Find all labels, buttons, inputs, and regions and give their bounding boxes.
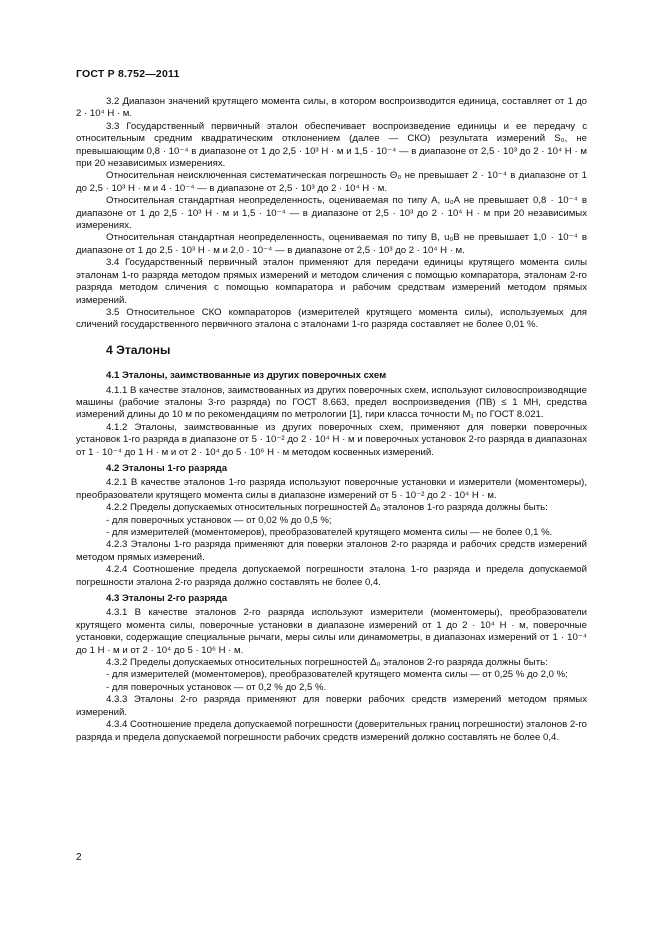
paragraph-uncertainty-a: Относительная стандартная неопределенность, оцениваемая по типу A, u₀A не превышает 0,8 · 10⁻⁴ в диапазоне от 1 до 2,5 · 10³ Н · м и 1,5 · 10⁻⁴ — в диапазоне от 2,5 · 10³ до 2 · 10⁴ Н · м при 20 независимых измерениях. xyxy=(76,195,587,232)
paragraph-4-2-1: 4.2.1 В качестве эталонов 1-го разряда используют поверочные установки и измерители (моментомеры), преобразователи крутящего момента силы в диапазоне измерений от 5 · 10⁻² до 2 · 10⁴ Н · м. xyxy=(76,477,587,501)
paragraph-4-2-2: 4.2.2 Пределы допускаемых относительных погрешностей Δ₀ эталонов 1-го разряда должны быть: xyxy=(106,502,548,514)
paragraph-systematic-error: Относительная неисключенная систематическая погрешность Θ₀ не превышает 2 · 10⁻⁴ в диапазоне от 1 до 2,5 · 10³ Н · м и 4 · 10⁻⁴ — в диапазоне от 2,5 · 10³ до 2 · 10⁴ Н · м. xyxy=(76,170,587,194)
paragraph-4-3-4: 4.3.4 Соотношение предела допускаемой погрешности (доверительных границ погрешности) эталонов 2-го разряда и предела допускаемой погрешности рабочих средств измерений должно составлять не более 0,4. xyxy=(76,719,587,743)
paragraph-4-3-3: 4.3.3 Эталоны 2-го разряда применяют для поверки рабочих средств измерений методом прямых измерений. xyxy=(76,694,587,718)
paragraph-4-2-3: 4.2.3 Эталоны 1-го разряда применяют для поверки эталонов 2-го разряда и рабочих средств измерений методом прямых измерений. xyxy=(76,539,587,563)
paragraph-3-3: 3.3 Государственный первичный эталон обеспечивает воспроизведение единицы и ее передачу с относительным средним квадратическим отклонением (далее — СКО) результата измерений S₀, не превышающим 0,8 · 10⁻⁴ в диапазоне от 1 до 2,5 · 10³ Н · м и 1,5 · 10⁻⁴ — в диапазоне от 2,5 · 10³ до 2 · 10⁴ Н · м при 20 независимых измерениях. xyxy=(76,120,587,170)
subsection-heading-4-3: 4.3 Эталоны 2-го разряда xyxy=(106,593,228,605)
list-item: - для поверочных установок — от 0,2 % до 2,5 %. xyxy=(106,681,327,693)
subsection-heading-4-2: 4.2 Эталоны 1-го разряда xyxy=(106,462,228,474)
list-item: - для поверочных установок — от 0,02 % до 0,5 %; xyxy=(106,514,332,526)
paragraph-3-4: 3.4 Государственный первичный эталон применяют для передачи единицы крутящего момента силы эталонам 1-го разряда методом прямых измерений и методом сличения с помощью компаратора, эталонам 2-го разряда методом сличения с помощью компаратора и рабочим средствам измерений методом прямых измерений. xyxy=(76,257,587,306)
paragraph-4-3-1: 4.3.1 В качестве эталонов 2-го разряда используют измерители (моментомеры), преобразователи крутящего момента силы, поверочные установки в диапазоне измерений от 1 до 2 · 10⁴ Н · м, поверочные установки, содержащие специальные рычаги, меры силы или динамометры, в диапазонах измерений от 1 · 10⁻⁴ до 1 Н · м и от 2 · 10⁴ до 5 · 10⁶ Н · м. xyxy=(76,607,587,656)
paragraph-4-1-2: 4.1.2 Эталоны, заимствованные из других поверочных схем, применяют для поверки поверочных установок 1-го разряда в диапазоне от 5 · 10⁻² до 2 · 10⁴ Н · м и поверочных установок 2-го разряда в диапазонах от 1 · 10⁻⁴ до 1 Н · м и от 2 · 10⁴ до 5 · 10⁶ Н · м методом косвенных измерений. xyxy=(76,421,587,458)
list-item: - для измерителей (моментомеров), преобразователей крутящего момента силы — не более 0,1 %. xyxy=(106,527,553,538)
paragraph-4-2-4: 4.2.4 Соотношение предела допускаемой погрешности эталона 1-го разряда и предела допускаемой погрешности эталона 2-го разряда должно составлять не более 0,4. xyxy=(76,564,587,588)
paragraph-4-3-2: 4.3.2 Пределы допускаемых относительных погрешностей Δ₀ эталонов 2-го разряда должны быть: xyxy=(106,657,548,669)
paragraph-3-2: 3.2 Диапазон значений крутящего момента силы, в котором воспроизводится единица, составляет от 1 до 2 · 10⁴ Н · м. xyxy=(76,96,587,120)
paragraph-uncertainty-b: Относительная стандартная неопределенность, оцениваемая по типу B, u₀B не превышает 1,0 · 10⁻⁴ в диапазоне от 1 до 2,5 · 10³ Н · м и 2,0 · 10⁻⁴ — в диапазоне от 2,5 · 10³ до 2 · 10⁴ Н · м. xyxy=(76,232,587,256)
section-heading-4: 4 Эталоны xyxy=(106,342,171,357)
subsection-heading-4-1: 4.1 Эталоны, заимствованные из других поверочных схем xyxy=(106,370,387,382)
paragraph-4-1-1: 4.1.1 В качестве эталонов, заимствованных из других поверочных схем, используют силовоспроизводящие машины (рабочие эталоны 3-го разряда) по ГОСТ 8.663, предел воспроизведения (ПВ) ≤ 1 МН, средства измерений длины до 10 м по рекомендациям по метрологии [1], гири класса точности M₁ по ГОСТ 8.021. xyxy=(76,384,587,421)
paragraph-3-5: 3.5 Относительное СКО компараторов (измерителей крутящего момента силы), используемых для сличений государственного первичного эталона с эталонами 1-го разряда составляет не более 0,01 %. xyxy=(76,306,587,331)
page-number: 2 xyxy=(76,852,82,863)
document-body xyxy=(76,96,587,744)
document-header: ГОСТ Р 8.752—2011 xyxy=(76,68,180,80)
list-item: - для измерителей (моментомеров), преобразователей крутящего момента силы — от 0,25 % до 2,0 %; xyxy=(106,669,568,681)
